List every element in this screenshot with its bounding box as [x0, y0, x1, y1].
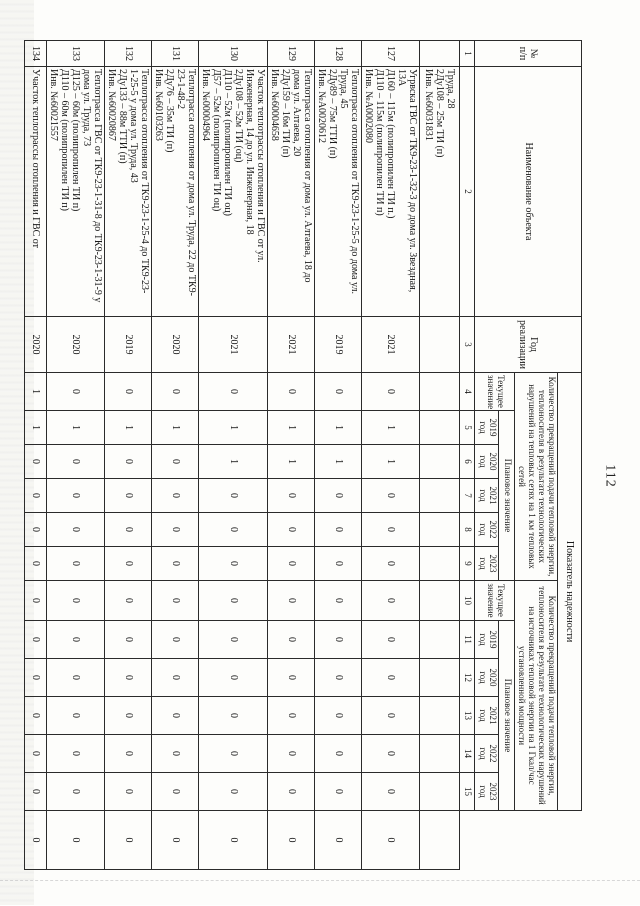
indicator-value: 0 — [315, 621, 362, 659]
indicator-value: 0 — [268, 373, 315, 411]
header-year-2021-a: 2021 год — [475, 479, 499, 513]
indicator-value: 0 — [268, 513, 315, 547]
indicator-value: 0 — [152, 697, 199, 735]
indicator-value: 0 — [152, 735, 199, 773]
indicator-value — [420, 811, 460, 870]
table-row — [315, 41, 362, 870]
indicator-value: 0 — [152, 445, 199, 479]
indicator-value: 0 — [315, 581, 362, 621]
indicator-value — [420, 659, 460, 697]
implementation-year: 2021 — [268, 317, 315, 373]
indicator-value: 0 — [315, 773, 362, 811]
header-group-networks: Количество прекращений подачи тепловой энергии, теплоносителя в результате технологических нарушений на тепловых сетях на 1 км тепловых сетей — [515, 373, 558, 581]
implementation-year: 2019 — [315, 317, 362, 373]
table-row — [105, 41, 152, 870]
header-year-2022-a: 2022 год — [475, 513, 499, 547]
header-current-b: Текущее значение — [475, 581, 515, 621]
indicator-value — [420, 445, 460, 479]
object-name: Угрвска ГВС от ТК9-23-1-32-3 до дома ул. Звездная, 13А Д160 – 115м (полипропилен ТИ п.) Д110 – 115м (полипропилен ТИ п) Инв. №А0002080 — [362, 67, 420, 317]
indicator-value: 0 — [152, 621, 199, 659]
indicator-value: 0 — [268, 581, 315, 621]
indicator-value: 0 — [362, 581, 420, 621]
indicator-value: 0 — [152, 773, 199, 811]
implementation-year: 2020 — [25, 317, 47, 373]
column-number: 14 — [460, 735, 475, 773]
indicator-value: 0 — [199, 773, 268, 811]
indicator-value: 0 — [152, 547, 199, 581]
implementation-year: 2020 — [47, 317, 105, 373]
indicator-value: 0 — [315, 811, 362, 870]
indicator-value: 0 — [25, 773, 47, 811]
indicator-value: 0 — [315, 735, 362, 773]
table-row — [199, 41, 268, 870]
indicator-value: 0 — [47, 513, 105, 547]
indicator-value — [420, 735, 460, 773]
column-number: 1 — [460, 41, 475, 67]
indicator-value: 0 — [25, 547, 47, 581]
object-name: Теплотрасса ГВС от ТК9-23-1-31-8 до ТК9-23-1-31-9 у дома ул. Труда, 73 Д125 – 60м (полипропилен ТИ п) Д110 – 60м (полипропилен ТИ п) Инв. №60021557 — [47, 67, 105, 317]
indicator-value — [420, 581, 460, 621]
header-year-2022-b: 2022 год — [475, 735, 499, 773]
object-name: Теплотрасса отопления от ТК9-23-1-25-5 до дома ул. Труда, 45 2Дy89 – 75м ТТИ (п) Инв. №А0020612 — [315, 67, 362, 317]
indicator-value: 0 — [199, 373, 268, 411]
indicator-value: 1 — [105, 411, 152, 445]
row-number: 133 — [47, 41, 105, 67]
indicator-value: 1 — [315, 411, 362, 445]
indicator-value: 0 — [315, 479, 362, 513]
row-number: 131 — [152, 41, 199, 67]
indicator-value: 0 — [105, 445, 152, 479]
row-number — [420, 41, 460, 67]
column-number: 11 — [460, 621, 475, 659]
indicator-value: 1 — [315, 445, 362, 479]
indicator-value: 0 — [105, 811, 152, 870]
indicator-value: 0 — [199, 513, 268, 547]
indicator-value: 1 — [25, 411, 47, 445]
row-number: 134 — [25, 41, 47, 67]
indicator-value — [420, 513, 460, 547]
implementation-year: 2021 — [199, 317, 268, 373]
header-num: № п/п — [475, 41, 582, 67]
indicator-value: 1 — [47, 411, 105, 445]
indicator-value: 0 — [362, 659, 420, 697]
indicator-value: 0 — [152, 581, 199, 621]
indicator-value: 0 — [47, 479, 105, 513]
object-name: Участок теплотрассы отопления и ГВС от — [25, 67, 47, 317]
indicator-value: 1 — [268, 445, 315, 479]
indicator-value: 1 — [152, 411, 199, 445]
object-name: Теплотрасса отопления от ТК9-23-1-25-4 до ТК9-23- 1-25-5 у дома ул. Труда, 43 2Дy133 – 88м ТТИ (п) Инв. №60020867 — [105, 67, 152, 317]
indicator-value — [420, 621, 460, 659]
scan-bottom-edge — [0, 880, 640, 906]
indicator-value: 0 — [362, 513, 420, 547]
indicator-value: 0 — [199, 811, 268, 870]
indicator-value: 0 — [25, 445, 47, 479]
row-number: 127 — [362, 41, 420, 67]
indicator-value: 0 — [199, 735, 268, 773]
indicator-value: 1 — [268, 411, 315, 445]
indicator-value: 0 — [362, 735, 420, 773]
page-number: 112 — [602, 464, 618, 488]
row-number: 130 — [199, 41, 268, 67]
object-name: Участок теплотрассы отопления и ГВС от ул. Инженерная, 14 до ул. Инженерная, 18 2Дy108 – 52м ТИ (оц) Д110 – 52м (полипропилен ТИ оц) Д57 – 52м (полипропилен ТИ оц) Инв. №00004964 — [199, 67, 268, 317]
row-number: 129 — [268, 41, 315, 67]
reliability-table — [24, 40, 582, 870]
indicator-value: 0 — [105, 513, 152, 547]
indicator-value: 0 — [47, 621, 105, 659]
header-year-2019-b: 2019 год — [475, 621, 499, 659]
indicator-value: 0 — [152, 811, 199, 870]
indicator-value: 0 — [152, 373, 199, 411]
table-body — [25, 41, 475, 870]
indicator-value: 0 — [315, 659, 362, 697]
indicator-value: 0 — [362, 811, 420, 870]
indicator-value: 0 — [362, 479, 420, 513]
table-row — [47, 41, 105, 870]
indicator-value: 0 — [105, 547, 152, 581]
indicator-value: 0 — [105, 479, 152, 513]
indicator-value: 0 — [47, 735, 105, 773]
header-name: Наименование объекта — [475, 67, 582, 317]
indicator-value: 0 — [47, 697, 105, 735]
indicator-value: 0 — [25, 621, 47, 659]
indicator-value: 1 — [362, 445, 420, 479]
indicator-value: 0 — [268, 659, 315, 697]
table-row — [362, 41, 420, 870]
indicator-value: 1 — [25, 373, 47, 411]
indicator-value: 0 — [268, 735, 315, 773]
table-row — [420, 41, 460, 870]
implementation-year: 2019 — [105, 317, 152, 373]
indicator-value: 0 — [362, 373, 420, 411]
indicator-value: 1 — [199, 411, 268, 445]
row-number: 128 — [315, 41, 362, 67]
indicator-value: 0 — [268, 811, 315, 870]
indicator-value: 0 — [105, 581, 152, 621]
table-row — [268, 41, 315, 870]
header-year-2023-a: 2023 год — [475, 547, 499, 581]
indicator-value — [420, 479, 460, 513]
header-year-2023-b: 2023 год — [475, 773, 499, 811]
indicator-value: 1 — [362, 411, 420, 445]
indicator-value: 0 — [47, 373, 105, 411]
header-year-2021-b: 2021 год — [475, 697, 499, 735]
indicator-value: 0 — [47, 445, 105, 479]
header-current-a: Текущее значение — [475, 373, 515, 411]
indicator-value — [420, 373, 460, 411]
indicator-value: 0 — [362, 697, 420, 735]
indicator-value: 0 — [199, 547, 268, 581]
column-number: 7 — [460, 479, 475, 513]
indicator-value — [420, 411, 460, 445]
indicator-value: 0 — [47, 581, 105, 621]
indicator-value — [420, 697, 460, 735]
indicator-value: 0 — [315, 373, 362, 411]
table-row — [25, 41, 47, 870]
indicator-value: 0 — [105, 373, 152, 411]
indicator-value: 0 — [315, 513, 362, 547]
indicator-value: 0 — [268, 479, 315, 513]
implementation-year: 2021 — [362, 317, 420, 373]
indicator-value: 0 — [25, 581, 47, 621]
column-number: 6 — [460, 445, 475, 479]
indicator-value: 0 — [25, 697, 47, 735]
header-year: Год реализации — [475, 317, 582, 373]
implementation-year: 2020 — [152, 317, 199, 373]
indicator-value: 0 — [199, 621, 268, 659]
column-number: 10 — [460, 581, 475, 621]
row-number: 132 — [105, 41, 152, 67]
indicator-value: 0 — [315, 697, 362, 735]
indicator-value: 0 — [47, 811, 105, 870]
rotated-table-wrapper — [30, 40, 582, 870]
indicator-value: 0 — [199, 697, 268, 735]
indicator-value: 0 — [152, 659, 199, 697]
indicator-value: 0 — [152, 513, 199, 547]
column-number: 15 — [460, 773, 475, 811]
table-row — [152, 41, 199, 870]
indicator-value: 1 — [199, 445, 268, 479]
column-number: 12 — [460, 659, 475, 697]
header-indicators: Показатель надежности — [558, 373, 582, 811]
indicator-value: 0 — [47, 659, 105, 697]
column-number: 13 — [460, 697, 475, 735]
indicator-value: 0 — [105, 735, 152, 773]
column-number: 9 — [460, 547, 475, 581]
column-number: 4 — [460, 373, 475, 411]
indicator-value: 0 — [105, 697, 152, 735]
column-numbers-row — [460, 41, 475, 870]
indicator-value: 0 — [25, 479, 47, 513]
indicator-value — [420, 547, 460, 581]
column-number: 2 — [460, 67, 475, 317]
indicator-value: 0 — [268, 621, 315, 659]
object-name: Труда, 28 2Дy108 – 25м ТИ (п) Инв. №60031831 — [420, 67, 460, 317]
indicator-value — [420, 773, 460, 811]
indicator-value: 0 — [315, 547, 362, 581]
indicator-value: 0 — [199, 581, 268, 621]
indicator-value: 0 — [362, 547, 420, 581]
header-planned-b: Плановое значение — [499, 621, 515, 811]
indicator-value: 0 — [25, 513, 47, 547]
indicator-value: 0 — [362, 621, 420, 659]
object-name: Теплотрасса отопления от дома ул. Алтаева, 18 до дома ул. Алтаева, 20 2Дy159 – 16м ТИ (п) Инв. №60004658 — [268, 67, 315, 317]
indicator-value: 0 — [199, 479, 268, 513]
column-number: 5 — [460, 411, 475, 445]
indicator-value: 0 — [199, 659, 268, 697]
indicator-value: 0 — [47, 547, 105, 581]
indicator-value: 0 — [268, 547, 315, 581]
indicator-value: 0 — [25, 659, 47, 697]
object-name: Теплотрасса отопления от дома ул. Труда, 22 до ТК9- 23-1-48-2 2Дy76 – 35м ТИ (п) Инв. №60103263 — [152, 67, 199, 317]
indicator-value: 0 — [105, 659, 152, 697]
indicator-value: 0 — [25, 811, 47, 870]
indicator-value: 0 — [105, 621, 152, 659]
header-year-2020-b: 2020 год — [475, 659, 499, 697]
column-number: 8 — [460, 513, 475, 547]
header-year-2020-a: 2020 год — [475, 445, 499, 479]
indicator-value: 0 — [268, 697, 315, 735]
column-number: 3 — [460, 317, 475, 373]
indicator-value: 0 — [25, 735, 47, 773]
header-year-2019-a: 2019 год — [475, 411, 499, 445]
implementation-year — [420, 317, 460, 373]
indicator-value: 0 — [268, 773, 315, 811]
indicator-value: 0 — [47, 773, 105, 811]
indicator-value: 0 — [105, 773, 152, 811]
indicator-value: 0 — [152, 479, 199, 513]
header-group-sources: Количество прекращений подачи тепловой энергии, теплоносителя в результате технологических нарушений на источниках тепловой энергии на 1 Гкал/час установленной мощности — [515, 581, 558, 811]
indicator-value: 0 — [362, 773, 420, 811]
header-planned-a: Плановое значение — [499, 411, 515, 581]
